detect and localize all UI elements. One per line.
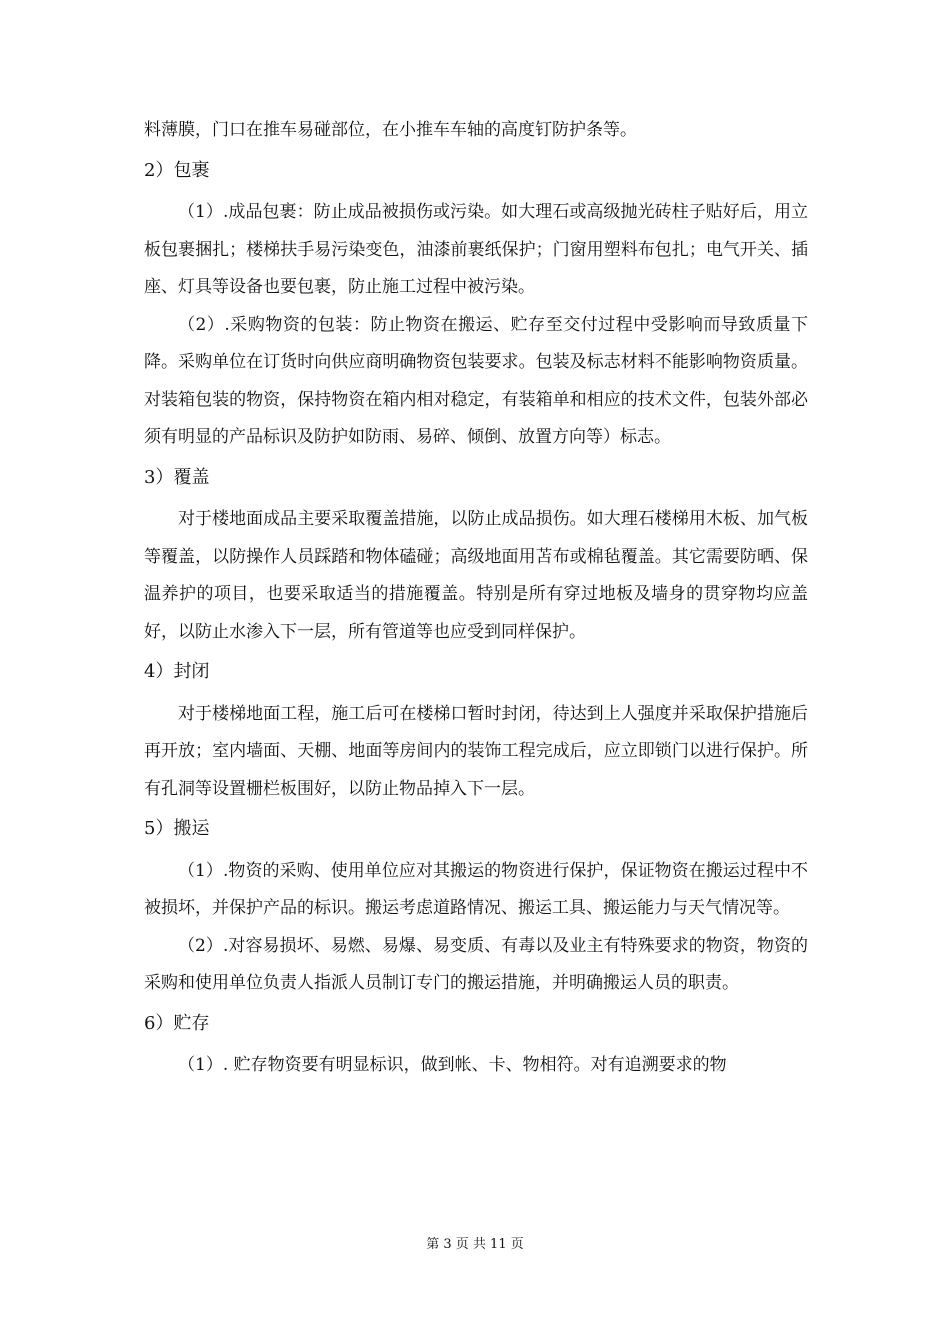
paragraph: （1）. 贮存物资要有明显标识，做到帐、卡、物相符。对有追溯要求的物 [178, 1055, 727, 1075]
page-footer: 第 3 页 共 11 页 [426, 1237, 524, 1252]
section-transport [144, 810, 808, 1003]
section-covering [144, 459, 808, 652]
section-heading: 5）搬运 [144, 818, 210, 839]
paragraph: （1）.成品包裹：防止成品被损伤或污染。如大理石或高级抛光砖柱子贴好后，用立板包裹捆扎；楼梯扶手易污染变色，油漆前裹纸保护；门窗用塑料布包扎；电气开关、插座、灯具等设备也要包裹，防止施工过程中被污染。 [144, 202, 808, 297]
section-heading: 2）包裹 [144, 159, 210, 181]
paragraph: （2）.采购物资的包装：防止物资在搬运、贮存至交付过程中受影响而导致质量下降。采购单位在订货时向供应商明确物资包装要求。包装及标志材料不能影响物资质量。对装箱包装的物资，保持物资在箱内相对稳定，有装箱单和相应的技术文件，包装外部必须有明显的产品标识及防护如防雨、易碎、倾倒、放置方向等）标志。 [144, 314, 808, 447]
section-wrapping [144, 152, 808, 457]
section-storage [144, 1005, 808, 1085]
paragraph: 对于楼梯地面工程，施工后可在楼梯口暂时封闭，待达到上人强度并采取保护措施后再开放；室内墙面、天棚、地面等房间内的装饰工程完成后，应立即锁门以进行保护。所有孔洞等设置栅栏板围好，以防止物品掉入下一层。 [144, 703, 808, 799]
section-heading: 3）覆盖 [144, 466, 210, 488]
paragraph: 对于楼地面成品主要采取覆盖措施，以防止成品损伤。如大理石楼梯用木板、加气板等覆盖，以防操作人员踩踏和物体磕碰；高级地面用苫布或棉毡覆盖。其它需要防晒、保温养护的项目，也要采取适当的措施覆盖。特别是所有穿过地板及墙身的贯穿物均应盖好，以防止水渗入下一层，所有管道等也应受到同样保护。 [144, 509, 808, 642]
section-heading: 6）贮存 [144, 1012, 210, 1034]
section-heading: 4）封闭 [144, 661, 210, 682]
intro-paragraph: 料薄膜，门口在推车易碰部位，在小推车车轴的高度钉防护条等。 [144, 120, 637, 140]
document-body [144, 112, 808, 1085]
paragraph: （1）.物资的采购、使用单位应对其搬运的物资进行保护，保证物资在搬运过程中不被损坏，并保护产品的标识。搬运考虑道路情况、搬运工具、搬运能力与天气情况等。 [144, 860, 808, 918]
paragraph: （2）.对容易损坏、易燃、易爆、易变质、有毒以及业主有特殊要求的物资，物资的采购和使用单位负责人指派人员制订专门的搬运措施，并明确搬运人员的职责。 [144, 935, 808, 993]
section-sealing [144, 653, 808, 808]
